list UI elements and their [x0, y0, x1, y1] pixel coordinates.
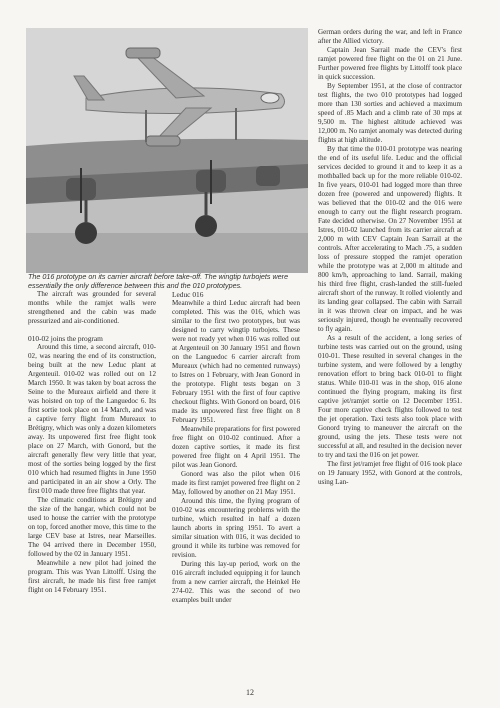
section-heading: Leduc 016	[172, 290, 204, 299]
paragraph: The aircraft was grounded for several months while the ramjet walls were strengthened and the cabin was made pressurized and air-conditioned.	[28, 290, 156, 325]
section-heading: 010-02 joins the program	[28, 334, 103, 343]
paragraph: As a result of the accident, a long series of turbine tests was carried out on the ground, using 010-01. These resulted in several changes in the turbine system, and were followed by a lengthy renovation effort to bring back 010-01 to flight status. While 010-01 was in the shop, 016 alone continued the flying program, making its first captive jet/ramjet sortie on 12 December 1951. Four more captive check flights followed to test the jet operation. Taxi tests also took place with Gonord trying to maneuver the aircraft on the ground, using the jets. These tests were not successful at all, and resulted in the decision never to try and taxi the 016 on jet power.	[318, 334, 462, 459]
paragraph: Meanwhile preparations for first powered free flight on 010-02 continued. After a dozen captive sorties, it made its first powered free flight on 4 April 1951. The pilot was Jean Gonord.	[172, 425, 300, 469]
paragraph: Captain Jean Sarrail made the CEV's first ramjet powered free flight on the 01 on 21 June. Further powered free flights by Littolff took place in quick succession.	[318, 46, 462, 81]
paragraph: The first jet/ramjet free flight of 016 took place on 19 January 1952, with Gonord at the controls, using Lan-	[318, 460, 462, 486]
photo-caption: The 016 prototype on its carrier aircraft before take-off. The wingtip turbojets were essentially the only difference between this and the 010 prototypes.	[28, 272, 289, 290]
column-1	[28, 290, 156, 595]
paragraph: By that time the 010-01 prototype was nearing the end of its useful life. Leduc and the official services decided to ground it and to keep it as a mothballed back up for the more reliable 010-02. In five years, 010-01 had logged more than three dozen free (powered and unpowered) flights. It was believed that the 010-02 and the 016 were enough to carry out the flight research program. Fate decided otherwise. On 27 November 1951 at Istres, 010-02 launched from its carrier aircraft at 2,000 m with CEV Captain Jean Sarrail at the controls. After accelerating to Mach .75, a sudden loss of pressure stopped the ramjet operation while the prototype was at 2,000 m altitude and 800 km/h, approaching to land. Sarrail, making his third free flight, crash-landed the still-fueled aircraft short of the runway. It rolled violently and its landing gear collapsed. The cabin with Sarrail in it was thrown clear on impact, and he was seriously injured, though he eventually recovered to fly again.	[318, 145, 462, 333]
paragraph: By September 1951, at the close of contractor test flights, the two 010 prototypes had logged more than 130 sorties and achieved a maximum speed of .85 Mach and a climb rate of 30 mps at 9,500 m. The highest altitude achieved was 12,000 m. No ramjet anomaly was detected during flights at high altitude.	[318, 82, 462, 144]
prototype-photo	[26, 28, 308, 273]
paragraph: Meanwhile a third Leduc aircraft had been completed. This was the 016, which was similar to the first two prototypes, but was designed to carry wingtip turbojets. These were not ready yet when 016 was rolled out at Argenteuil on 30 January 1951 and flown on the Languedoc 6 carrier aircraft from Mureaux (which had no cemented runways) to Istres on 1 February, with Jean Gonord in the prototype. Flight tests began on 3 February 1951 with the first of four captive checkout flights. With Gonord on board, 016 made its unpowered first free flight on 8 February 1951.	[172, 299, 300, 424]
column-3	[318, 28, 462, 487]
paragraph: Meanwhile a new pilot had joined the program. This was Yvan Littolff. Using the first aircraft, he made his first free ramjet flight on 14 February 1951.	[28, 559, 156, 594]
paragraph: Around this time, a second aircraft, 010-02, was nearing the end of its construction, being built at the new Leduc plant at Argenteuil. 010-02 was rolled out on 12 March 1950. It was taken by boat across the Seine to the Mureaux airfield and there it was hoisted on top of the Languedoc 6. Its first sortie took place on 14 March, and was a captive ferry flight from Mureaux to Brétigny, which was only a dozen kilometers away. Its unpowered first free flight took place on 27 March, with Gonord, but the aircraft generally flew very little that year, most of the sorties being logged by the first 010 which had resumed flights in June 1950 and participated in an air show a Orly. The first 010 made three free flights that year.	[28, 343, 156, 495]
paragraph: Around this time, the flying program of 010-02 was encountering problems with the turbine, which resulted in half a dozen launch aborts in spring 1951. To avert a similar situation with 016, it was decided to ground it while its turbine was removed for revision.	[172, 497, 300, 559]
paragraph: German orders during the war, and left in France after the Allied victory.	[318, 28, 462, 45]
page-number: 12	[246, 688, 254, 697]
paragraph: During this lay-up period, work on the 016 aircraft included equipping it for launch from a new carrier aircraft, the Heinkel He 274-02. This was the second of two examples built under	[172, 560, 300, 604]
paragraph: Gonord was also the pilot when 016 made its first ramjet powered free flight on 2 May, followed by another on 21 May 1951.	[172, 470, 300, 496]
aircraft-illustration	[26, 28, 308, 273]
column-2	[172, 290, 300, 605]
paragraph: The climatic conditions at Brétigny and the size of the hangar, which could not be used to house the carrier with the prototype on top, forced another move, this time to the large CEV base at Istres, near Marseilles. The 04 arrived there in December 1950, followed by the 02 in January 1951.	[28, 496, 156, 558]
